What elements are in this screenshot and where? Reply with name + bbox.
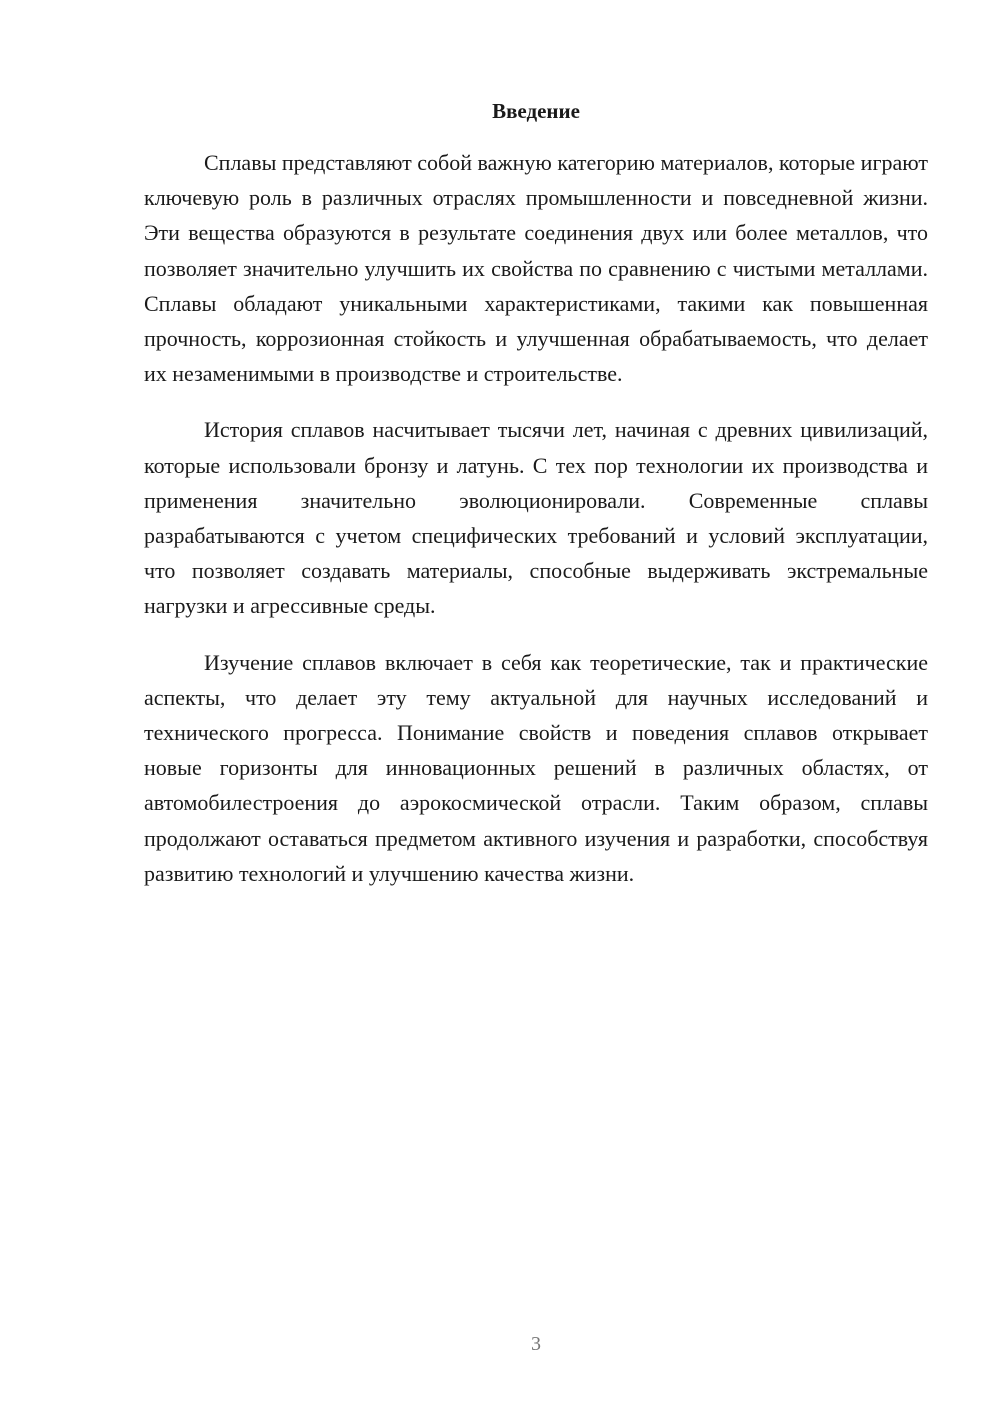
- page-title: Введение: [492, 99, 580, 123]
- paragraph-2: История сплавов насчитывает тысячи лет, начиная с древних цивилизаций, которые использовали бронзу и латунь. С тех пор технологии их производства и применения значительно эволюционировали. Современные сплавы разрабатываются с учетом специфических требований и условий эксплуатации, что позволяет создавать материалы, способные выдерживать экстремальные нагрузки и агрессивные среды.: [144, 417, 928, 619]
- paragraph-1: Сплавы представляют собой важную категорию материалов, которые играют ключевую роль в различных отраслях промышленности и повседневной жизни. Эти вещества образуются в результате соединения двух или более металлов, что позволяет значительно улучшить их свойства по сравнению с чистыми металлами. Сплавы обладают уникальными характеристиками, такими как повышенная прочность, коррозионная стойкость и улучшенная обрабатываемость, что делает их незаменимыми в производстве и строительстве.: [144, 150, 928, 387]
- paragraph-3: Изучение сплавов включает в себя как теоретические, так и практические аспекты, что делает эту тему актуальной для научных исследований и технического прогресса. Понимание свойств и поведения сплавов открывает новые горизонты для инновационных решений в различных областях, от автомобилестроения до аэрокосмической отрасли. Таким образом, сплавы продолжают оставаться предметом активного изучения и разработки, способствуя развитию технологий и улучшению качества жизни.: [144, 649, 928, 886]
- page-number: 3: [531, 1333, 541, 1355]
- page-content: [144, 95, 928, 912]
